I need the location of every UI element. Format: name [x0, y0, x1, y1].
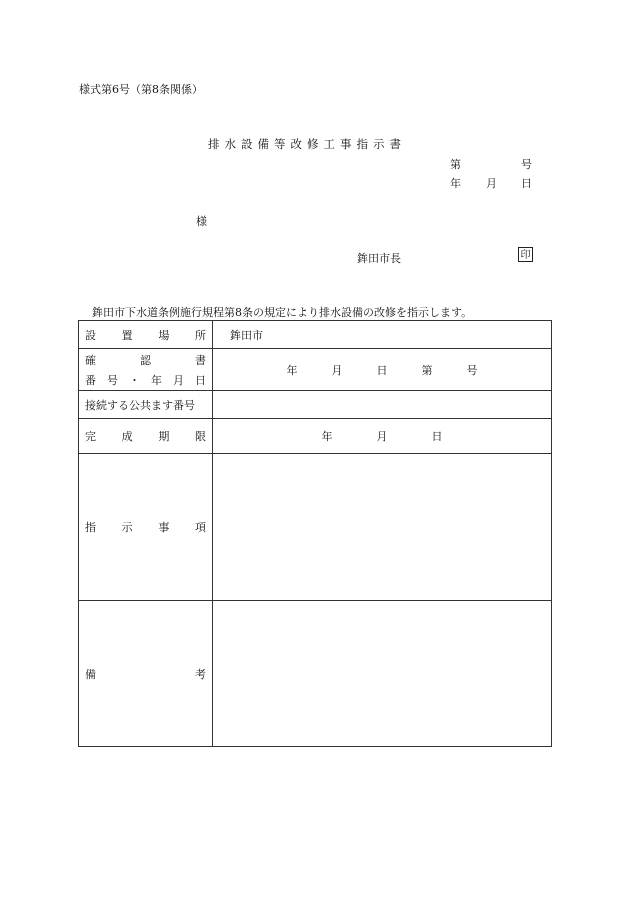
- intro-text: 鉾田市下水道条例施行規程第8条の規定により排水設備の改修を指示します。: [92, 306, 473, 319]
- remarks-label: 備 考: [79, 601, 213, 747]
- instructions-label: 指 示 事 項: [79, 454, 213, 601]
- confirmation-value[interactable]: 年 月 日 第 号: [213, 349, 552, 391]
- completion-value[interactable]: 年 月 日: [213, 419, 552, 454]
- issuer-name: 鉾田市長: [357, 252, 401, 265]
- row-public-basin: [79, 391, 552, 419]
- location-label: 設 置 場 所: [79, 321, 213, 349]
- row-remarks: [79, 601, 552, 747]
- row-location: [79, 321, 552, 349]
- row-confirmation: [79, 349, 552, 391]
- addressee-honorific: 様: [196, 215, 207, 228]
- row-completion: [79, 419, 552, 454]
- issue-date-day: 日: [521, 177, 532, 190]
- remarks-value[interactable]: [213, 601, 552, 747]
- issue-date-month: 月: [486, 177, 497, 190]
- public-basin-value[interactable]: [213, 391, 552, 419]
- row-instructions: [79, 454, 552, 601]
- doc-number-prefix: 第: [450, 158, 461, 171]
- public-basin-label: 接続する公共ます番号: [79, 391, 213, 419]
- document-title: 排水設備等改修工事指示書: [208, 137, 406, 151]
- doc-number-suffix: 号: [521, 158, 532, 171]
- seal-mark: 印: [518, 247, 533, 262]
- instruction-form-table: [78, 320, 552, 747]
- instructions-value[interactable]: [213, 454, 552, 601]
- form-number: 様式第6号（第8条関係）: [79, 83, 203, 96]
- confirmation-label: 確 認 書 番 号 ・ 年 月 日: [79, 349, 213, 391]
- issue-date-year: 年: [450, 177, 461, 190]
- completion-label: 完 成 期 限: [79, 419, 213, 454]
- location-value[interactable]: 鉾田市: [213, 321, 552, 349]
